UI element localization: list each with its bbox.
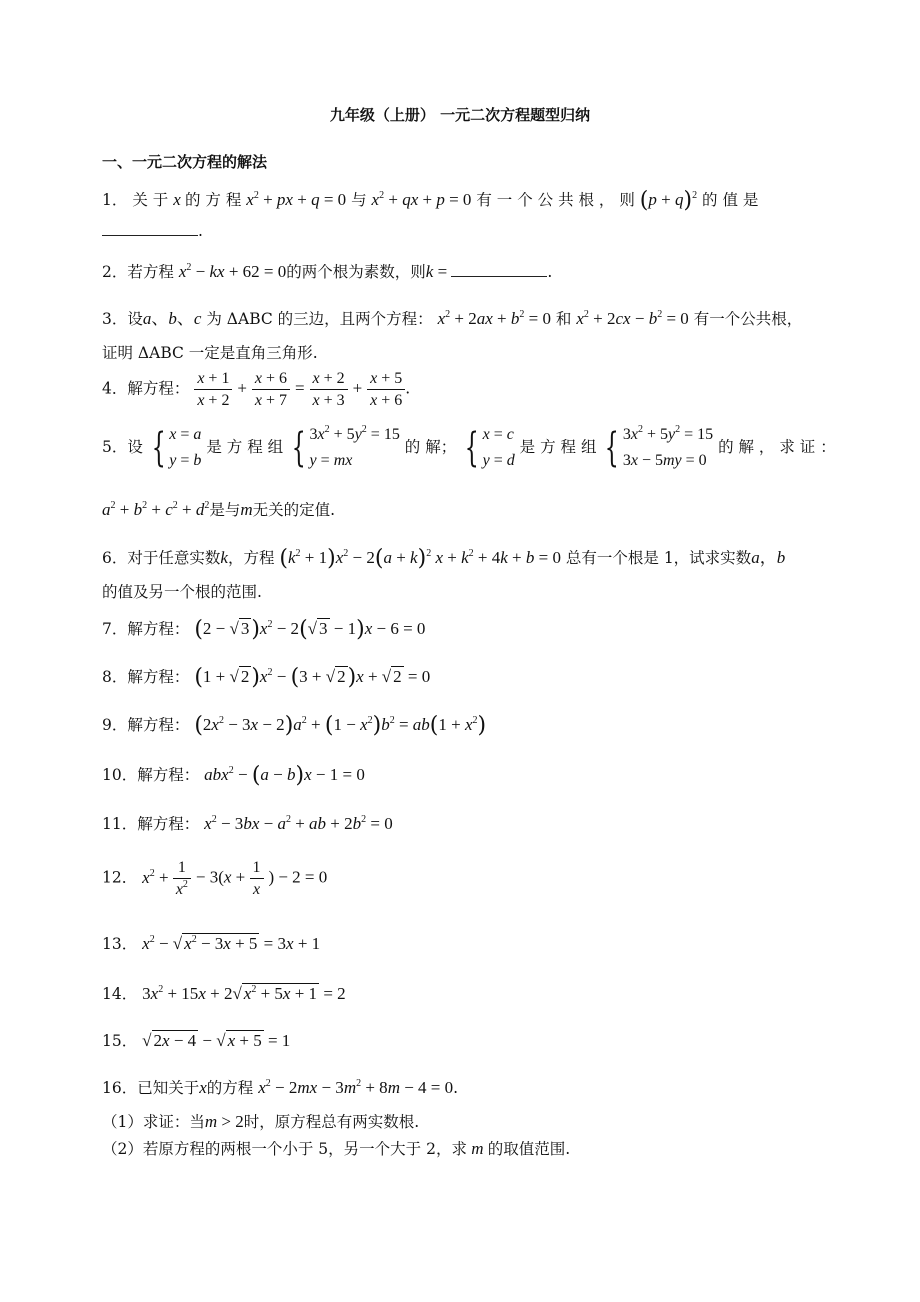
problem-5: 5．设 { x = a y = b 是 方 程 组 { $3x^2 + 5y^2 = 15$ y = mx 的 解； { x = c y = d 是 方 程 组 { $3x^2 + 5y^2 = 15$ 3x − 5my = 0 的 解 ， 求 证 ： (102, 424, 836, 471)
problem-3-line-2: 证明 ΔABC 一定是直角三角形. (102, 344, 318, 362)
problem-4: 4．解方程： $\frac{x + 1}{x + 2}$ + $\frac{x + 6}{x + 7}$ = $\frac{x + 2}{x + 3}$ + $\frac{x + 5}{x + 6}$ . (102, 370, 411, 410)
problem-6-line-2: 的值及另一个根的范围. (102, 583, 262, 601)
problem-14: 14． $3x^2 + 15x + 2√$ $x^2 + 5x + 1 = 2$ (102, 984, 346, 1003)
problem-7: 7．解方程： (2 − √ $3)x^2 - 2(√$ 3 − 1)x − 6 = 0 (102, 617, 426, 642)
section-heading: 一、一元二次方程的解法 (102, 153, 268, 171)
page-title: 九年级（上册） 一元二次方程题型归纳 (329, 106, 591, 124)
problem-8: 8．解方程： (1 + √ $2)x^2 - (3$ + √ 2)x + √ 2 = 0 (102, 665, 431, 690)
problem-1-answer-blank: . (102, 222, 203, 241)
problem-13: 13． $x^2$ − √ $x^2 - 3x + 5 = 3x + 1$ (102, 934, 321, 953)
problem-12: 12． $x^2$ + $\frac{1}{x^2}$ − 3(x + $\frac{1}{x}$ ) − 2 = 0 (102, 859, 328, 899)
problem-16: 16．已知关于x的方程 $x^2 - 2mx - 3m^2 + 8m - 4 = 0$. (102, 1078, 459, 1097)
problem-15: 15． √ 2x − 4 − √ x + 5 = 1 (102, 1031, 291, 1050)
problem-11: 11．解方程： $x^2 - 3bx - a^2$ + ab + $2b^2 = 0$ (102, 814, 393, 833)
problem-6: 6．对于任意实数k，方程 $(k^2 + 1)x^2 - 2(a + k)^2$ $x + k^2 + 4k + b = 0$ 总有一个根是 1，试求实数a，b (102, 546, 786, 571)
problem-1: 1． 关 于 x 的 方 程 $x^2$ + px + q = 0 与 $x^2$ + qx + p = 0 有 一 个 公 共 根 ， 则 $(p + q)^2$ 的 值 是 (102, 188, 759, 213)
problem-3: 3．设a、b、c 为 ΔABC 的三边，且两个方程： $x^2 + 2ax + b^2 = 0$ 和 $x^2 + 2cx - b^2 = 0$ 有一个公共根， (102, 309, 803, 328)
problem-16-part-2: （2）若原方程的两根一个小于 5，另一个大于 2，求 m 的取值范围. (102, 1139, 571, 1158)
problem-10: 10．解方程： abx$^2$ − (a − b)x − 1 = 0 (102, 763, 365, 788)
problem-5-line-2: $a^2 + b^2 + c^2 + d^2$是与m无关的定值. (102, 500, 336, 519)
problem-16-part-1: （1）求证：当m > 2时，原方程总有两实数根. (102, 1112, 420, 1131)
problem-2: 2．若方程 $x^2$ − kx + 62 = 0的两个根为素数，则k = . (102, 262, 553, 281)
problem-9: 9．解方程： $(2x^2 - 3x - 2)a^2 + (1 - x^2)b^2 = ab(1 + x^2)$ (102, 713, 487, 738)
